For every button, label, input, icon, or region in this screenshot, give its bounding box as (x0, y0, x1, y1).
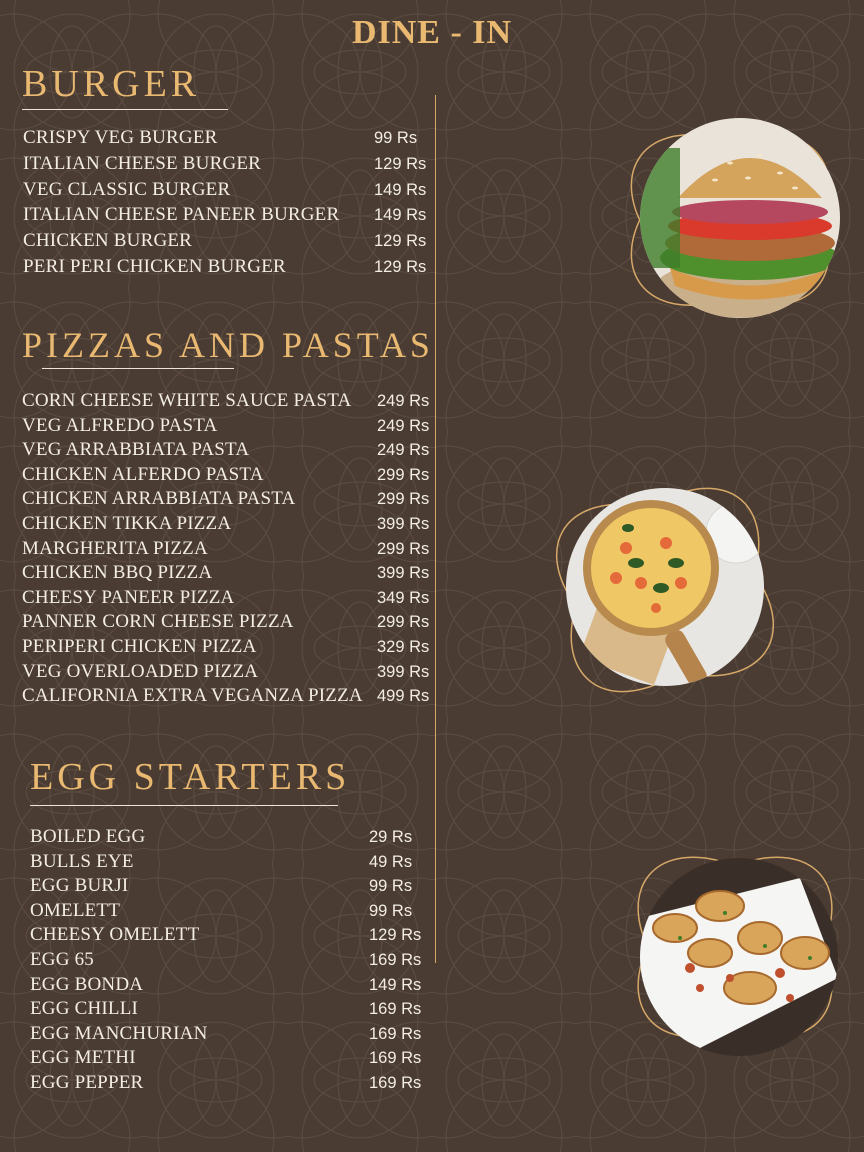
item-name: CHICKEN ALFERDO PASTA (22, 463, 264, 485)
item-price: 169 Rs (369, 1000, 422, 1019)
item-name: EGG CHILLI (30, 998, 139, 1020)
item-name: OMELETT (30, 899, 121, 921)
item-price: 299 Rs (377, 465, 430, 484)
item-price: 129 Rs (374, 232, 427, 251)
section-title-pizzas-and-pastas: PIZZAS AND PASTAS (22, 325, 434, 365)
item-name: CHEESY OMELETT (30, 924, 200, 946)
item-price: 29 Rs (369, 828, 413, 846)
item-name: CHICKEN ARRABBIATA PASTA (22, 488, 296, 510)
item-price: 399 Rs (377, 514, 430, 533)
item-price: 149 Rs (369, 975, 422, 994)
item-name: MARGHERITA PIZZA (22, 537, 208, 559)
item-price: 499 Rs (377, 687, 430, 706)
item-name: PERI PERI CHICKEN BURGER (23, 255, 286, 277)
item-name: VEG ALFREDO PASTA (22, 414, 218, 436)
item-price: 349 Rs (377, 588, 430, 607)
column-divider (435, 95, 436, 963)
item-price: 169 Rs (369, 1049, 422, 1068)
item-name: BOILED EGG (30, 826, 146, 847)
item-name: CHICKEN BURGER (23, 230, 193, 252)
item-name: ITALIAN CHEESE BURGER (23, 152, 262, 174)
item-price: 299 Rs (377, 539, 430, 558)
item-name: PANNER CORN CHEESE PIZZA (22, 611, 294, 633)
item-name: CHICKEN BBQ PIZZA (22, 562, 213, 584)
item-name: CHICKEN TIKKA PIZZA (22, 512, 232, 534)
item-name: BULLS EYE (30, 850, 134, 872)
item-name: VEG CLASSIC BURGER (23, 178, 231, 200)
item-name: PERIPERI CHICKEN PIZZA (22, 635, 257, 657)
item-price: 149 Rs (374, 180, 427, 199)
section-underline-burger (22, 109, 228, 110)
item-name: CORN CHEESE WHITE SAUCE PASTA (22, 390, 352, 411)
section-title-egg-starters: EGG STARTERS (30, 756, 351, 798)
item-price: 49 Rs (369, 852, 413, 871)
item-name: EGG MANCHURIAN (30, 1022, 208, 1044)
item-name: CRISPY VEG BURGER (23, 127, 218, 148)
item-name: EGG BONDA (30, 973, 144, 995)
pizza-photo (566, 488, 764, 686)
item-price: 249 Rs (377, 441, 430, 460)
section-underline-pizzas (42, 368, 234, 369)
item-price: 129 Rs (369, 926, 422, 945)
item-name: ITALIAN CHEESE PANEER BURGER (23, 204, 340, 226)
item-price: 99 Rs (369, 877, 413, 896)
item-price: 169 Rs (369, 1024, 422, 1043)
item-name: CALIFORNIA EXTRA VEGANZA PIZZA (22, 685, 363, 707)
item-price: 99 Rs (369, 901, 413, 920)
item-name: EGG PEPPER (30, 1071, 144, 1093)
item-price: 249 Rs (377, 392, 430, 410)
item-name: VEG ARRABBIATA PASTA (22, 439, 250, 461)
item-price: 129 Rs (374, 154, 427, 173)
item-price: 129 Rs (374, 257, 427, 276)
item-price: 169 Rs (369, 950, 422, 969)
item-price: 399 Rs (377, 564, 430, 583)
item-price: 169 Rs (369, 1073, 422, 1092)
egg-starter-photo (640, 858, 838, 1056)
item-name: EGG 65 (30, 948, 94, 970)
section-underline-egg-starters (30, 805, 338, 806)
item-price: 329 Rs (377, 637, 430, 656)
item-price: 299 Rs (377, 613, 430, 632)
item-price: 249 Rs (377, 416, 430, 435)
item-name: CHEESY PANEER PIZZA (22, 586, 235, 608)
item-price: 149 Rs (374, 206, 427, 225)
section-title-burger: BURGER (22, 63, 201, 105)
burger-photo (640, 118, 840, 318)
item-name: EGG METHI (30, 1047, 136, 1069)
item-price: 399 Rs (377, 662, 430, 681)
item-price: 299 Rs (377, 490, 430, 509)
item-price: 99 Rs (374, 129, 418, 147)
page-title: DINE - IN (351, 14, 513, 51)
item-name: EGG BURJI (30, 875, 129, 897)
item-name: VEG OVERLOADED PIZZA (22, 660, 259, 682)
